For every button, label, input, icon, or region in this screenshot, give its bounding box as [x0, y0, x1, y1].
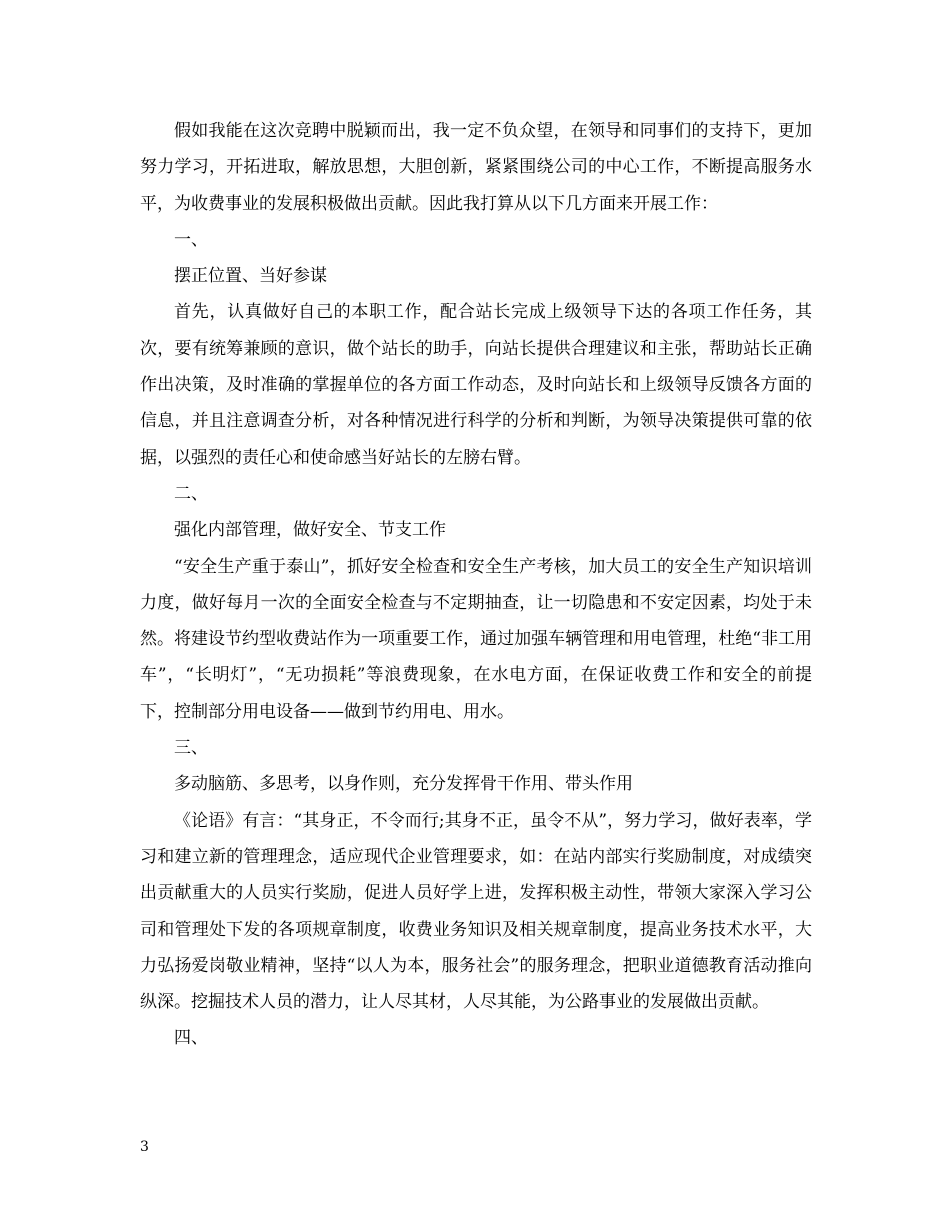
paragraph-section-1: 首先，认真做好自己的本职工作，配合站长完成上级领导下达的各项工作任务，其次，要有统筹兼顾的意识，做个站长的助手，向站长提供合理建议和主张，帮助站长正确作出决策，及时准确的掌握单位的各方面工作动态，及时向站长和上级领导反馈各方面的信息，并且注意调查分析，对各种情况进行科学的分析和判断，为领导决策提供可靠的依据，以强烈的责任心和使命感当好站长的左膀右臂。	[140, 302, 812, 468]
paragraph-intro: 假如我能在这次竞聘中脱颖而出，我一定不负众望，在领导和同事们的支持下，更加努力学习，开拓进取，解放思想，大胆创新，紧紧围绕公司的中心工作，不断提高服务水平，为收费事业的发展积极做出贡献。因此我打算从以下几方面来开展工作：	[140, 121, 812, 214]
section-number-2: 二、	[174, 483, 208, 504]
paragraph-section-2: “安全生产重于泰山”，抓好安全检查和安全生产考核，加大员工的安全生产知识培训力度，做好每月一次的全面安全检查与不定期抽查，让一切隐患和不安定因素，均处于未然。将建设节约型收费站作为一项重要工作，通过加强车辆管理和用电管理，杜绝“非工用车”，“长明灯”，“无功损耗”等浪费现象，在水电方面，在保证收费工作和安全的前提下，控制部分用电设备——做到节约用电、用水。	[140, 556, 812, 722]
page-number: 3	[140, 1139, 149, 1155]
section-heading-2: 强化内部管理，做好安全、节支工作	[174, 520, 446, 541]
section-number-1: 一、	[174, 229, 208, 250]
section-number-4: 四、	[174, 1028, 208, 1049]
section-number-3: 三、	[174, 738, 208, 759]
document-body	[140, 113, 812, 1057]
section-heading-1: 摆正位置、当好参谋	[174, 266, 327, 287]
section-heading-3: 多动脑筋、多思考，以身作则，充分发挥骨干作用、带头作用	[174, 774, 633, 795]
paragraph-section-3: 《论语》有言：“其身正，不令而行;其身不正，虽令不从”，努力学习，做好表率，学习和建立新的管理理念，适应现代企业管理要求，如：在站内部实行奖励制度，对成绩突出贡献重大的人员实行奖励，促进人员好学上进，发挥积极主动性，带领大家深入学习公司和管理处下发的各项规章制度，收费业务知识及相关规章制度，提高业务技术水平，大力弘扬爱岗敬业精神，坚持“以人为本，服务社会”的服务理念，把职业道德教育活动推向纵深。挖掘技术人员的潜力，让人尽其材，人尽其能，为公路事业的发展做出贡献。	[140, 810, 812, 1013]
